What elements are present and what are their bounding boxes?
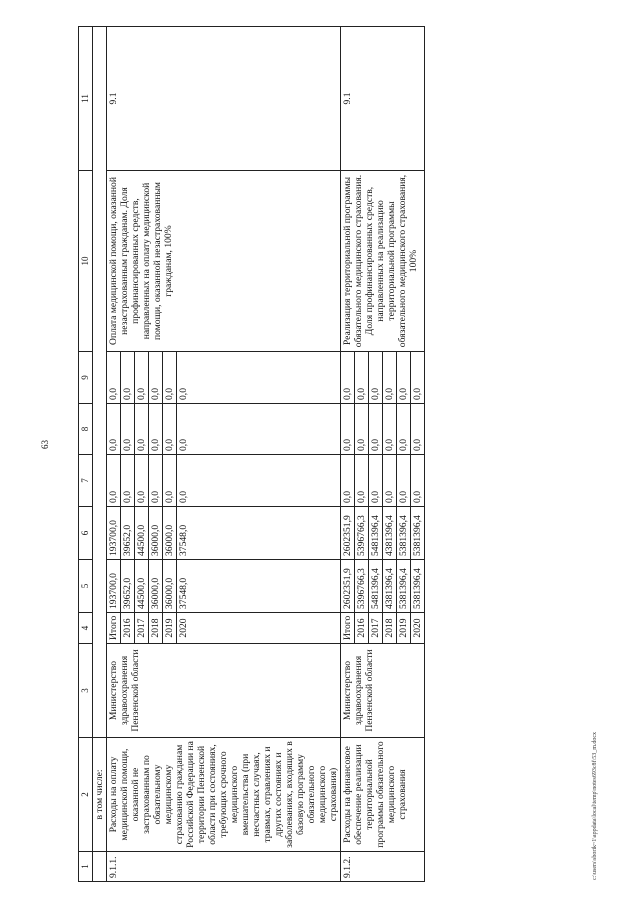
amount-cell: 0,0	[341, 404, 355, 454]
amount-total-cell: 4381396,4	[383, 560, 397, 612]
table-row	[107, 27, 341, 882]
amount-total-cell: 2602351,9	[341, 560, 355, 612]
amount-cell: 4381396,4	[383, 507, 397, 559]
amount-cell: 0,0	[107, 455, 121, 506]
col-header: 5	[79, 560, 93, 613]
year-cell: 2017	[135, 613, 149, 643]
expense-name: Расходы на оплату медицинской помощи, оказанной не застрахованным по обязательному медицинскому страхованию гражданам Российской Федерации на территории Пензенской области при состояниях, требующих срочного медицинского вмешательства (при несчастных случаях, травмах, отравлениях и других состояниях и заболеваниях, входящих в базовую программу обязательного медицинского страхования)	[107, 738, 341, 852]
col-header: 2	[79, 738, 93, 852]
amount-cell: 0,0	[107, 404, 121, 454]
amount-cell: 0,0	[149, 352, 163, 403]
amount-cell: 5396766,3	[355, 507, 369, 559]
amount-cell: 0,0	[178, 439, 189, 451]
amount-cell: 0,0	[341, 455, 355, 506]
col-header: 1	[79, 852, 93, 882]
executor: Министерство здравоохранения Пензенской области	[341, 644, 425, 738]
amount-cell: 0,0	[107, 352, 121, 403]
amount-cell: 0,0	[163, 404, 177, 454]
section-label: в том числе:	[93, 738, 107, 852]
amount-cell: 0,0	[412, 491, 423, 503]
col-header: 11	[79, 27, 93, 171]
page-number: 63	[40, 440, 50, 449]
target-indicator: Реализация территориальной программы обязательного медицинского страхования. Доля профинансированных средств, направленных на реализацию территориальной программы обязательного медицинского страхования, 100%	[341, 171, 425, 352]
col-header: 9	[79, 352, 93, 404]
amount-cell: 0,0	[397, 352, 411, 403]
col-header: 6	[79, 507, 93, 560]
amount-cell: 0,0	[383, 455, 397, 506]
target-indicator: Оплата медицинской помощи, оказанной незастрахованным гражданам. Доля профинансированных средств, направленных на оплату медицинской помощи, оказанной незастрахованным гражданам, 100%	[107, 171, 341, 352]
col-header: 4	[79, 613, 93, 644]
indicator-ref: 9.1	[107, 27, 341, 171]
year-cell: 2018	[149, 613, 163, 643]
indicator-ref: 9.1	[341, 27, 425, 171]
year-cell: 2018	[383, 613, 397, 643]
amount-total-cell: 37548,0	[178, 577, 189, 609]
year-cell: 2019	[163, 613, 177, 643]
col-header: 10	[79, 171, 93, 352]
amount-cell: 0,0	[369, 455, 383, 506]
amount-cell: 44500,0	[135, 507, 149, 559]
executor: Министерство здравоохранения Пензенской области	[107, 644, 341, 738]
header-row	[79, 27, 93, 882]
amount-cell: 0,0	[178, 491, 189, 503]
amount-cell: 0,0	[355, 455, 369, 506]
amount-cell: 5481396,4	[369, 507, 383, 559]
amount-cell: 0,0	[397, 455, 411, 506]
row-number: 9.1.2.	[341, 852, 425, 882]
amount-cell: 36000,0	[149, 507, 163, 559]
amount-cell: 0,0	[121, 404, 135, 454]
amount-total-cell: 193700,0	[107, 560, 121, 612]
amount-cell: 0,0	[383, 404, 397, 454]
year-cell: 2020	[178, 618, 189, 638]
amount-cell: 0,0	[341, 352, 355, 403]
amount-cell: 0,0	[369, 404, 383, 454]
program-table	[78, 26, 425, 882]
amount-cell: 0,0	[163, 455, 177, 506]
amount-cell: 39652,0	[121, 507, 135, 559]
amount-cell: 0,0	[355, 404, 369, 454]
amount-cell: 0,0	[135, 455, 149, 506]
amount-cell: 5381396,4	[412, 515, 423, 556]
amount-cell: 2602351,9	[341, 507, 355, 559]
year-cell: 2016	[121, 613, 135, 643]
row-number: 9.1.1.	[107, 852, 341, 882]
amount-cell: 0,0	[369, 352, 383, 403]
rotated-table-page	[78, 27, 586, 882]
col-header: 8	[79, 404, 93, 455]
amount-cell: 0,0	[121, 455, 135, 506]
amount-cell: 37548,0	[178, 524, 189, 556]
amount-total-cell: 36000,0	[149, 560, 163, 612]
amount-cell: 0,0	[135, 352, 149, 403]
amount-cell: 0,0	[121, 352, 135, 403]
year-cell: Итого	[341, 613, 355, 643]
amount-cell: 0,0	[149, 404, 163, 454]
amount-cell: 5381396,4	[397, 507, 411, 559]
amount-cell: 36000,0	[163, 507, 177, 559]
footer-file-path: c:\users\sborik~1\appdata\local\temp\notes693c8f\53_m.docx	[592, 731, 598, 880]
year-cell: 2020	[412, 618, 423, 638]
amount-total-cell: 5381396,4	[397, 560, 411, 612]
year-cell: Итого	[107, 613, 121, 643]
amount-total-cell: 39652,0	[121, 560, 135, 612]
expense-name: Расходы на финансовое обеспечение реализации территориальной программы обязательного медицинского страхования	[341, 738, 425, 852]
amount-total-cell: 5481396,4	[369, 560, 383, 612]
year-cell: 2019	[397, 613, 411, 643]
table-row	[341, 27, 425, 882]
amount-cell: 0,0	[397, 404, 411, 454]
amount-cell: 0,0	[383, 352, 397, 403]
year-cell: 2017	[369, 613, 383, 643]
amount-cell: 0,0	[149, 455, 163, 506]
amount-cell: 0,0	[178, 388, 189, 400]
amount-cell: 193700,0	[107, 507, 121, 559]
year-cell: 2016	[355, 613, 369, 643]
col-header: 7	[79, 455, 93, 507]
amount-total-cell: 36000,0	[163, 560, 177, 612]
amount-cell: 0,0	[163, 352, 177, 403]
amount-total-cell: 5396766,3	[355, 560, 369, 612]
amount-total-cell: 5381396,4	[412, 568, 423, 609]
amount-cell: 0,0	[355, 352, 369, 403]
amount-cell: 0,0	[412, 439, 423, 451]
amount-cell: 0,0	[135, 404, 149, 454]
amount-total-cell: 44500,0	[135, 560, 149, 612]
amount-cell: 0,0	[412, 388, 423, 400]
col-header: 3	[79, 644, 93, 738]
section-row	[93, 27, 107, 882]
